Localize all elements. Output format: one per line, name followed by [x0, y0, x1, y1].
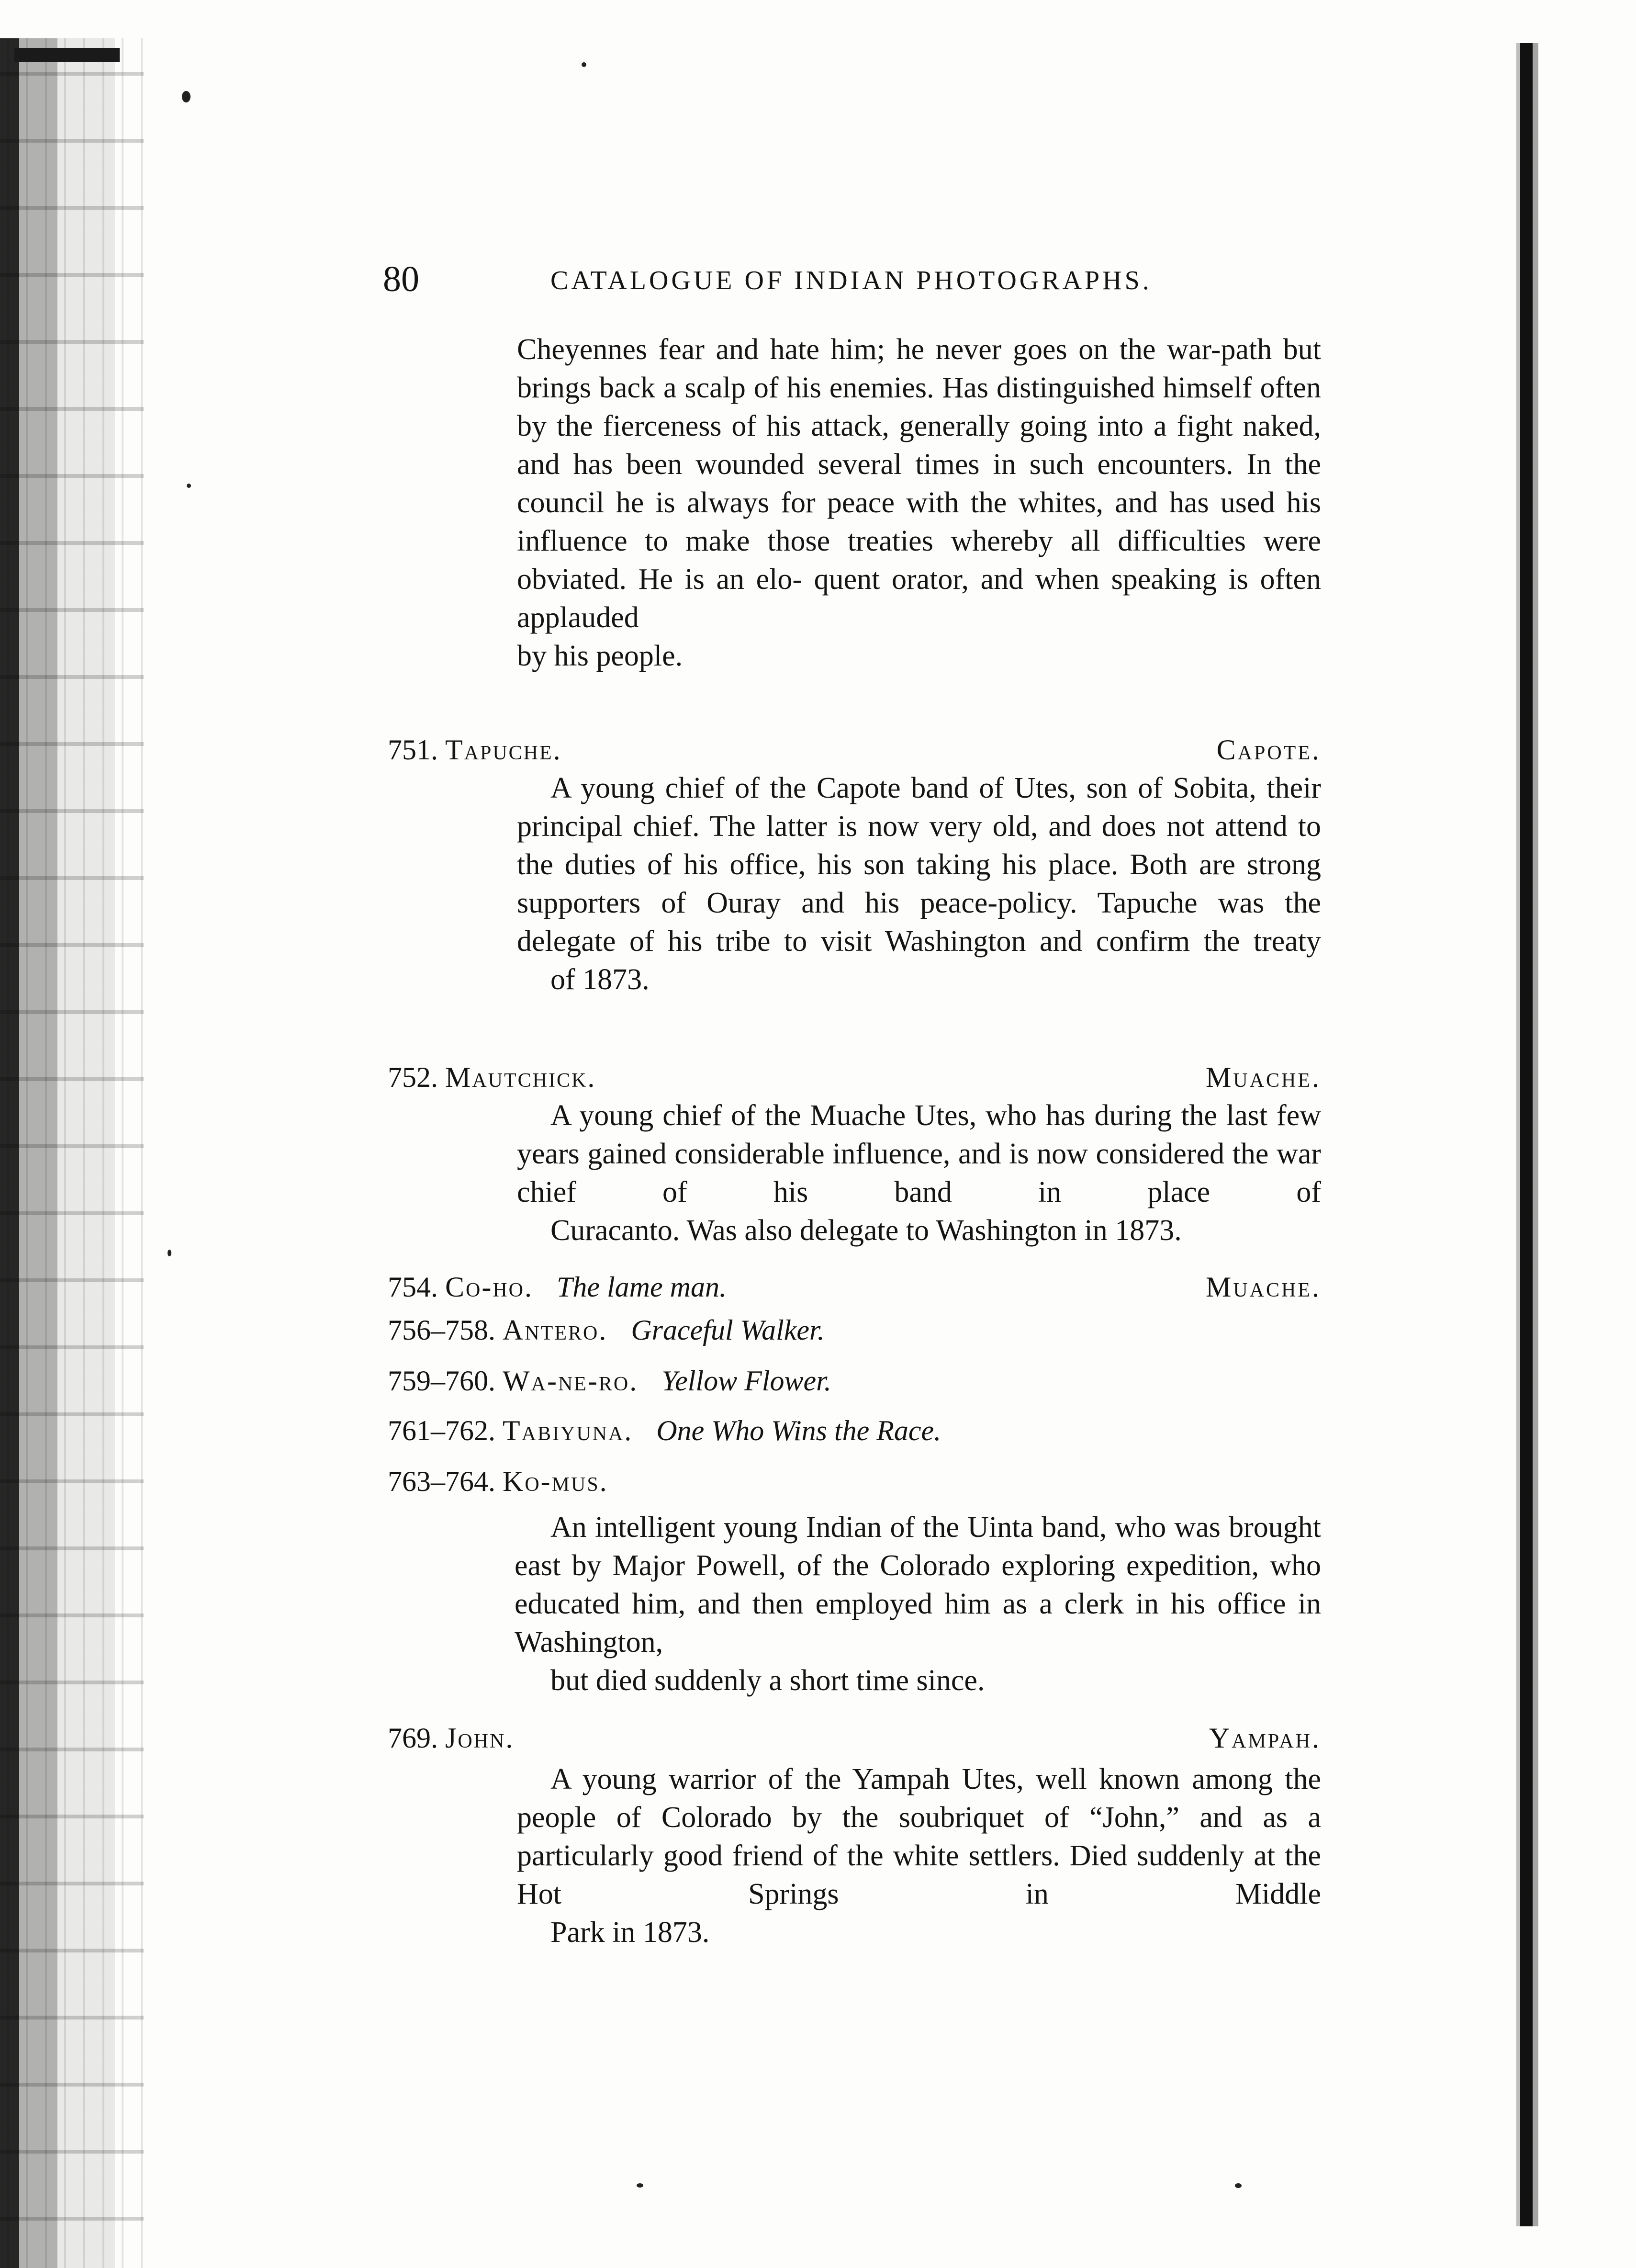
text-line: is now considered the war chief of his band in place of [517, 1138, 1322, 1208]
entry-number: 763–764. [388, 1466, 495, 1497]
catalogue-entry-heading [388, 1462, 1321, 1501]
continuation-paragraph [517, 330, 1321, 675]
entry-name: John. [445, 1722, 515, 1754]
entry-name: Wa-ne-ro. [503, 1365, 639, 1397]
text-line: A young chief of the Capote band of Utes, son of [550, 772, 1163, 804]
text-line: son taking his place. Both are strong supporters of [517, 848, 1321, 919]
entry-name: Co-ho. [445, 1271, 533, 1303]
text-line: distinguished himself often by the fierceness of his [517, 372, 1321, 442]
text-line: An intelligent young Indian of the Uinta band, who [550, 1511, 1166, 1544]
entry-band: Muache. [1205, 1271, 1321, 1303]
entry-number: 761–762. [388, 1415, 495, 1446]
entry-number: 754. [388, 1271, 438, 1303]
catalogue-entry-heading [388, 1411, 1321, 1450]
entry-band: Muache. [1205, 1061, 1321, 1093]
text-line: by his people. [517, 640, 683, 672]
entry-description [515, 1508, 1321, 1700]
text-line: Sobita, their principal chief. The latter is now very [517, 772, 1321, 843]
page-number: 80 [383, 259, 419, 299]
text-line: and has used his influence to make those treaties [517, 486, 1322, 557]
text-line: Park in 1873. [550, 1916, 710, 1949]
text-line: A young chief of the Muache Utes, who has during [550, 1099, 1172, 1132]
running-head [383, 259, 1340, 316]
page-title: CATALOGUE OF INDIAN PHOTOGRAPHS. [550, 266, 1152, 295]
text-line: Curacanto. Was also delegate to Washington in 1873. [550, 1214, 1182, 1247]
text-line: but died suddenly a short time since. [550, 1664, 985, 1697]
entry-band: Yampah. [1209, 1722, 1321, 1754]
catalogue-entry-heading [388, 1268, 1321, 1306]
text-line: attack, generally going into a fight naked, and has [517, 410, 1322, 481]
text-line: of his tribe to visit Washington and confirm the treaty [629, 925, 1322, 958]
catalogue-entry-heading [388, 731, 1321, 769]
catalogue-entry-heading [388, 1058, 1321, 1096]
entry-number: 756–758. [388, 1314, 495, 1346]
entry-number: 759–760. [388, 1365, 495, 1397]
text-line: employed him as a clerk in his office in Washington, [515, 1588, 1322, 1659]
entry-name: Tapuche. [445, 734, 562, 766]
text-line: the council he is always for peace with the whites, [517, 448, 1321, 519]
text-line: of 1873. [550, 963, 650, 996]
entry-number: 769. [388, 1722, 438, 1754]
text-line: whereby all difficulties were obviated. He is an elo- [517, 525, 1321, 596]
entry-description [517, 769, 1321, 999]
text-line: Ouray and his peace-policy. Tapuche was the delegate [517, 887, 1321, 958]
entry-description [517, 1096, 1321, 1250]
text-line: the last few years gained considerable influence, and [517, 1099, 1321, 1170]
entry-name: Mautchick. [445, 1061, 596, 1093]
text-line: old, and does not attend to the duties of his office, his [517, 810, 1321, 881]
catalogue-entry-heading [388, 1719, 1321, 1757]
text-line: A young warrior of the Yampah Utes, well known [550, 1763, 1180, 1795]
entry-name: Ko-mus. [503, 1466, 608, 1497]
entry-translation: The lame man. [557, 1271, 727, 1303]
text-line: among the people of Colorado by the soubriquet of [517, 1763, 1321, 1834]
text-line: exploring expedition, who educated him, and then [515, 1549, 1322, 1620]
text-line: Cheyennes fear and hate him; he never goes on the [517, 333, 1156, 366]
entry-translation: Yellow Flower. [661, 1365, 831, 1397]
text-line: was brought east by Major Powell, of the Colorado [515, 1511, 1322, 1582]
text-line: war-path but brings back a scalp of his enemies. Has [517, 333, 1322, 404]
text-line: settlers. Died suddenly at the Hot Springs in Middle [517, 1839, 1321, 1910]
text-line: “John,” and as a particularly good friend of the white [517, 1801, 1321, 1872]
catalogue-entry-heading [388, 1362, 1321, 1400]
entry-translation: Graceful Walker. [631, 1314, 825, 1346]
entry-name: Antero. [503, 1314, 608, 1346]
entry-band: Capote. [1216, 734, 1321, 766]
entry-name: Tabiyuna. [503, 1415, 633, 1446]
entry-description [517, 1760, 1321, 1952]
text-line: been wounded several times in such encounters. In [626, 448, 1272, 481]
catalogue-entry-heading [388, 1311, 1321, 1349]
entry-number: 751. [388, 734, 438, 766]
text-line: quent orator, and when speaking is often applauded [517, 563, 1321, 634]
entry-translation: One Who Wins the Race. [656, 1415, 941, 1446]
entry-number: 752. [388, 1061, 438, 1093]
